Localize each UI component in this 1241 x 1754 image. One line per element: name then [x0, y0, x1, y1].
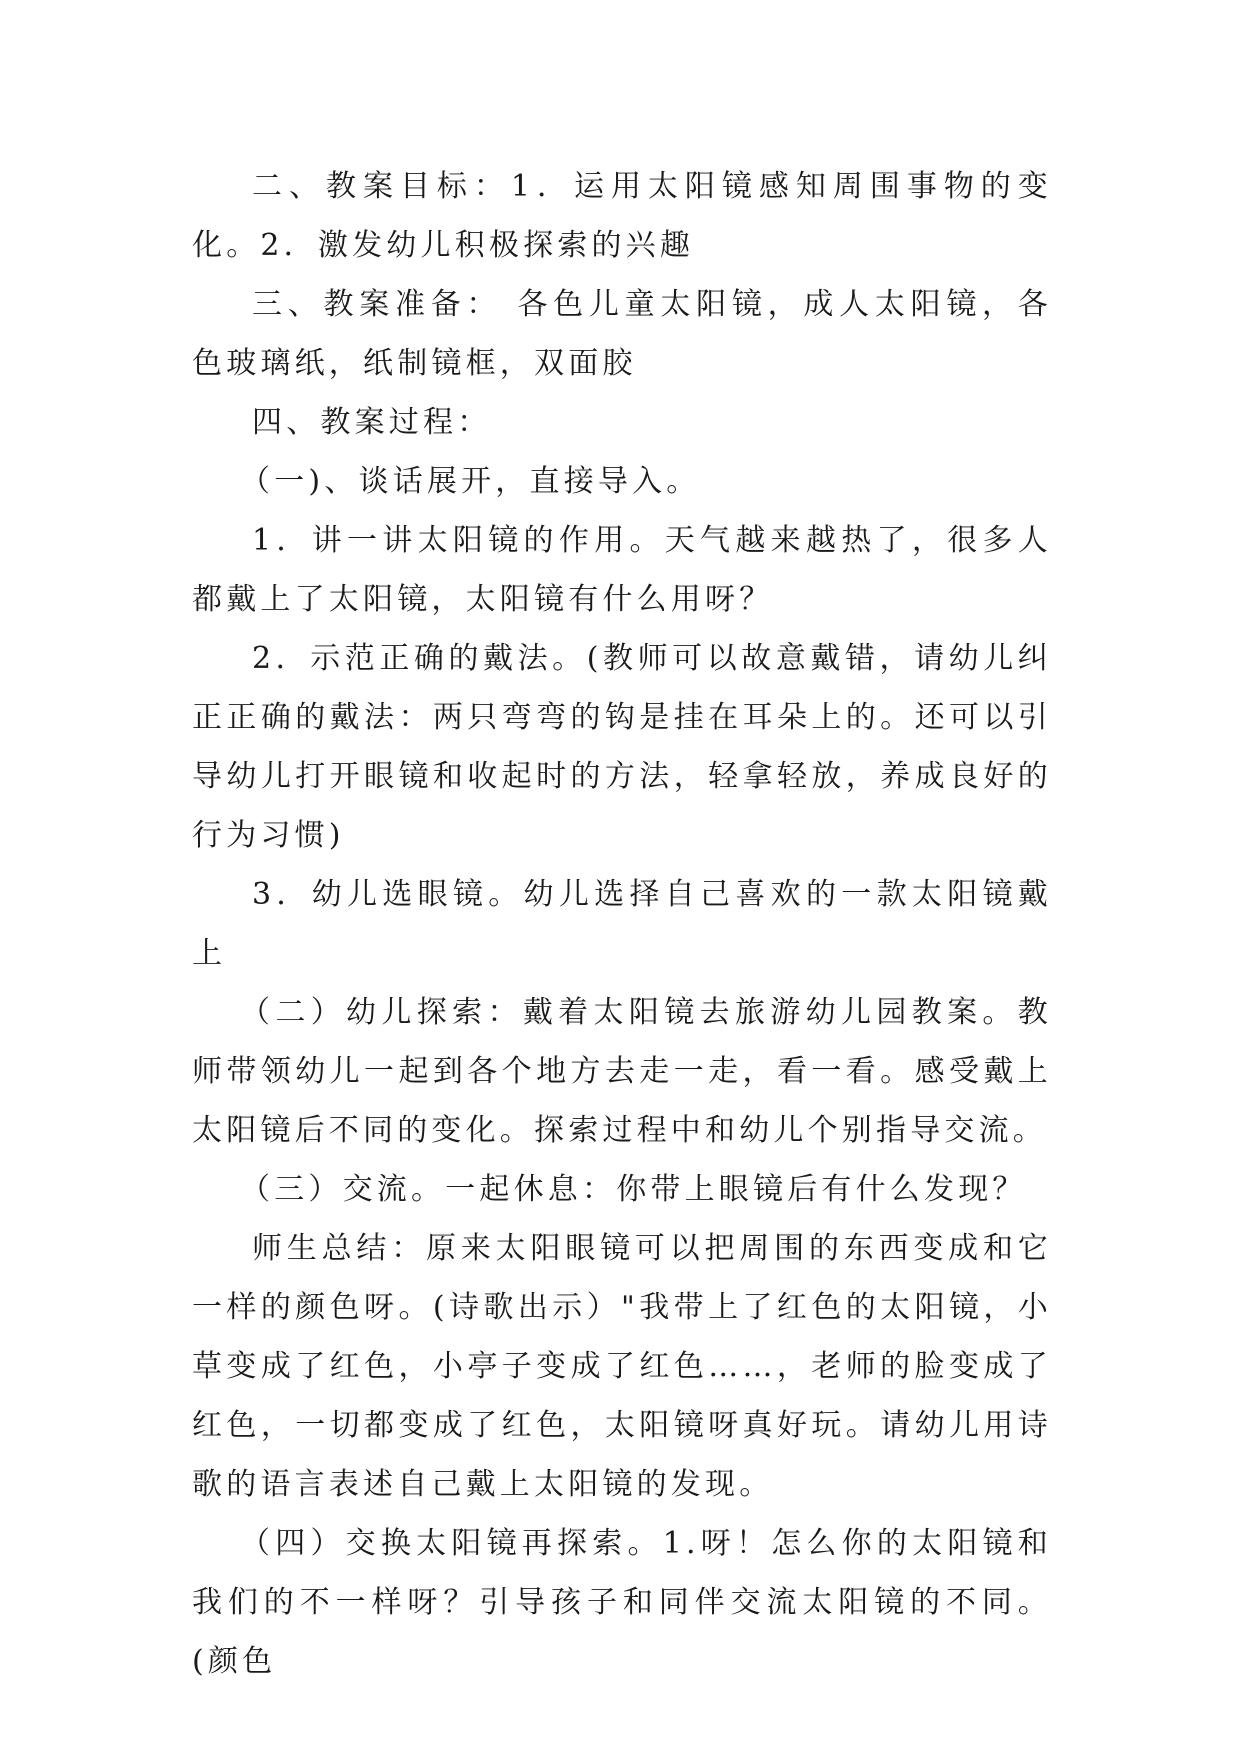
paragraph-preparation: 三、教案准备： 各色儿童太阳镜，成人太阳镜，各色玻璃纸，纸制镜框，双面胶: [192, 287, 1052, 381]
paragraph-step-2: 2．示范正确的戴法。(教师可以故意戴错，请幼儿纠正正确的戴法：两只弯弯的钩是挂在耳朵上的。还可以引导幼儿打开眼镜和收起时的方法，轻拿轻放，养成良好的行为习惯): [192, 641, 1052, 853]
paragraph-summary: 师生总结：原来太阳眼镜可以把周围的东西变成和它一样的颜色呀。(诗歌出示）"我带上了红色的太阳镜，小草变成了红色，小亭子变成了红色……，老师的脸变成了红色，一切都变成了红色，太阳镜呀真好玩。请幼儿用诗歌的语言表述自己戴上太阳镜的发现。: [192, 1231, 1052, 1502]
paragraph-step-3: 3．幼儿选眼镜。幼儿选择自己喜欢的一款太阳镜戴上: [192, 877, 1052, 971]
paragraph-objectives: 二、教案目标：1．运用太阳镜感知周围事物的变化。2．激发幼儿积极探索的兴趣: [192, 169, 1052, 263]
paragraph-section-3: （三）交流。一起休息：你带上眼镜后有什么发现？: [240, 1172, 1027, 1207]
document-body: [192, 157, 1052, 1691]
paragraph-section-4: （四）交换太阳镜再探索。1.呀！怎么你的太阳镜和我们的不一样呀？引导孩子和同伴交流太阳镜的不同。(颜色: [192, 1526, 1052, 1679]
paragraph-section-2: （二）幼儿探索：戴着太阳镜去旅游幼儿园教案。教师带领幼儿一起到各个地方去走一走，看一看。感受戴上太阳镜后不同的变化。探索过程中和幼儿个别指导交流。: [192, 995, 1052, 1148]
paragraph-step-1: 1．讲一讲太阳镜的作用。天气越来越热了，很多人都戴上了太阳镜，太阳镜有什么用呀？: [192, 523, 1052, 617]
paragraph-section-1: （一)、谈话展开，直接导入。: [240, 464, 701, 499]
paragraph-process-heading: 四、教案过程：: [252, 405, 492, 440]
